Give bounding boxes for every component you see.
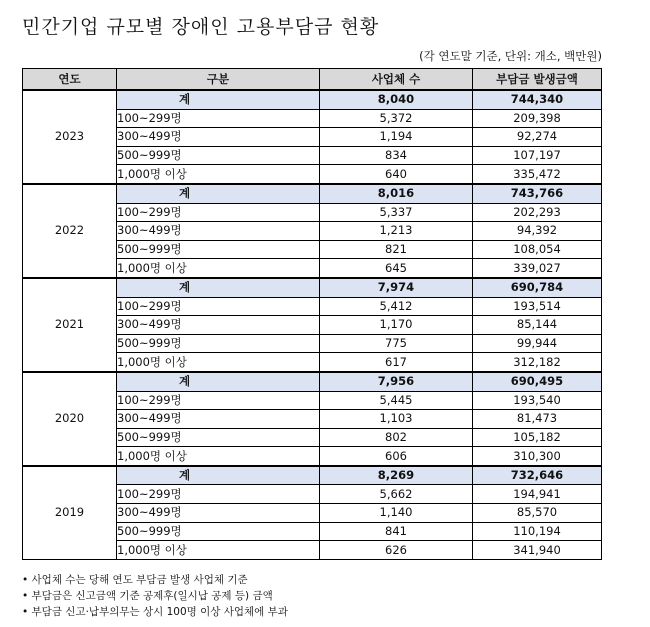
total-row xyxy=(23,372,602,391)
category-cell: 100~299명 xyxy=(117,297,320,316)
amount-cell: 108,054 xyxy=(473,240,602,259)
count-cell: 1,194 xyxy=(320,128,473,147)
count-cell: 5,412 xyxy=(320,297,473,316)
category-cell: 100~299명 xyxy=(117,485,320,504)
count-cell: 626 xyxy=(320,541,473,560)
year-cell: 2020 xyxy=(23,372,117,466)
count-cell: 645 xyxy=(320,259,473,278)
category-cell: 100~299명 xyxy=(117,109,320,128)
year-cell: 2023 xyxy=(23,90,117,184)
header-amount: 부담금 발생금액 xyxy=(473,69,602,91)
category-cell: 1,000명 이상 xyxy=(117,447,320,466)
amount-cell: 193,514 xyxy=(473,297,602,316)
count-cell: 775 xyxy=(320,334,473,353)
category-cell: 100~299명 xyxy=(117,391,320,410)
amount-cell: 92,274 xyxy=(473,128,602,147)
category-cell: 계 xyxy=(117,466,320,485)
amount-cell: 99,944 xyxy=(473,334,602,353)
amount-cell: 107,197 xyxy=(473,146,602,165)
amount-cell: 744,340 xyxy=(473,90,602,109)
count-cell: 5,372 xyxy=(320,109,473,128)
amount-cell: 105,182 xyxy=(473,428,602,447)
category-cell: 500~999명 xyxy=(117,334,320,353)
category-cell: 계 xyxy=(117,372,320,391)
category-cell: 300~499명 xyxy=(117,410,320,429)
count-cell: 802 xyxy=(320,428,473,447)
category-cell: 1,000명 이상 xyxy=(117,165,320,184)
total-row xyxy=(23,278,602,297)
category-cell: 300~499명 xyxy=(117,316,320,335)
count-cell: 640 xyxy=(320,165,473,184)
year-group xyxy=(23,278,602,372)
category-cell: 1,000명 이상 xyxy=(117,259,320,278)
count-cell: 8,016 xyxy=(320,184,473,203)
category-cell: 계 xyxy=(117,278,320,297)
category-cell: 300~499명 xyxy=(117,504,320,523)
header-count: 사업체 수 xyxy=(320,69,473,91)
year-group xyxy=(23,90,602,184)
amount-cell: 81,473 xyxy=(473,410,602,429)
category-cell: 500~999명 xyxy=(117,428,320,447)
amount-cell: 690,495 xyxy=(473,372,602,391)
header-category: 구분 xyxy=(117,69,320,91)
count-cell: 821 xyxy=(320,240,473,259)
count-cell: 1,213 xyxy=(320,222,473,241)
amount-cell: 732,646 xyxy=(473,466,602,485)
amount-cell: 335,472 xyxy=(473,165,602,184)
amount-cell: 85,144 xyxy=(473,316,602,335)
count-cell: 834 xyxy=(320,146,473,165)
amount-cell: 690,784 xyxy=(473,278,602,297)
amount-cell: 312,182 xyxy=(473,353,602,372)
count-cell: 1,170 xyxy=(320,316,473,335)
count-cell: 617 xyxy=(320,353,473,372)
count-cell: 7,974 xyxy=(320,278,473,297)
unit-note: (각 연도말 기준, 단위: 개소, 백만원) xyxy=(419,49,602,63)
amount-cell: 202,293 xyxy=(473,203,602,222)
count-cell: 5,662 xyxy=(320,485,473,504)
burden-table xyxy=(22,68,602,560)
footnote: • 사업체 수는 당해 연도 부담금 발생 사업체 기준 xyxy=(22,572,288,588)
count-cell: 1,140 xyxy=(320,504,473,523)
category-cell: 계 xyxy=(117,90,320,109)
category-cell: 1,000명 이상 xyxy=(117,541,320,560)
header-row xyxy=(23,69,602,91)
amount-cell: 194,941 xyxy=(473,485,602,504)
category-cell: 500~999명 xyxy=(117,522,320,541)
amount-cell: 110,194 xyxy=(473,522,602,541)
count-cell: 1,103 xyxy=(320,410,473,429)
footnotes xyxy=(22,572,288,620)
amount-cell: 339,027 xyxy=(473,259,602,278)
header-year: 연도 xyxy=(23,69,117,91)
page-title: 민간기업 규모별 장애인 고용부담금 현황 xyxy=(22,16,380,38)
year-cell: 2022 xyxy=(23,184,117,278)
year-group xyxy=(23,372,602,466)
amount-cell: 94,392 xyxy=(473,222,602,241)
total-row xyxy=(23,184,602,203)
category-cell: 100~299명 xyxy=(117,203,320,222)
year-cell: 2019 xyxy=(23,466,117,559)
amount-cell: 209,398 xyxy=(473,109,602,128)
amount-cell: 743,766 xyxy=(473,184,602,203)
amount-cell: 341,940 xyxy=(473,541,602,560)
year-group xyxy=(23,184,602,278)
category-cell: 300~499명 xyxy=(117,222,320,241)
amount-cell: 193,540 xyxy=(473,391,602,410)
footnote: • 부담금은 신고금액 기준 공제후(일시납 공제 등) 금액 xyxy=(22,588,288,604)
count-cell: 841 xyxy=(320,522,473,541)
category-cell: 1,000명 이상 xyxy=(117,353,320,372)
year-cell: 2021 xyxy=(23,278,117,372)
category-cell: 500~999명 xyxy=(117,240,320,259)
count-cell: 5,337 xyxy=(320,203,473,222)
count-cell: 8,040 xyxy=(320,90,473,109)
amount-cell: 310,300 xyxy=(473,447,602,466)
category-cell: 계 xyxy=(117,184,320,203)
total-row xyxy=(23,466,602,485)
count-cell: 5,445 xyxy=(320,391,473,410)
count-cell: 7,956 xyxy=(320,372,473,391)
footnote: • 부담금 신고·납부의무는 상시 100명 이상 사업체에 부과 xyxy=(22,604,288,620)
amount-cell: 85,570 xyxy=(473,504,602,523)
year-group xyxy=(23,466,602,559)
total-row xyxy=(23,90,602,109)
category-cell: 500~999명 xyxy=(117,146,320,165)
count-cell: 606 xyxy=(320,447,473,466)
table-header xyxy=(23,69,602,91)
count-cell: 8,269 xyxy=(320,466,473,485)
category-cell: 300~499명 xyxy=(117,128,320,147)
